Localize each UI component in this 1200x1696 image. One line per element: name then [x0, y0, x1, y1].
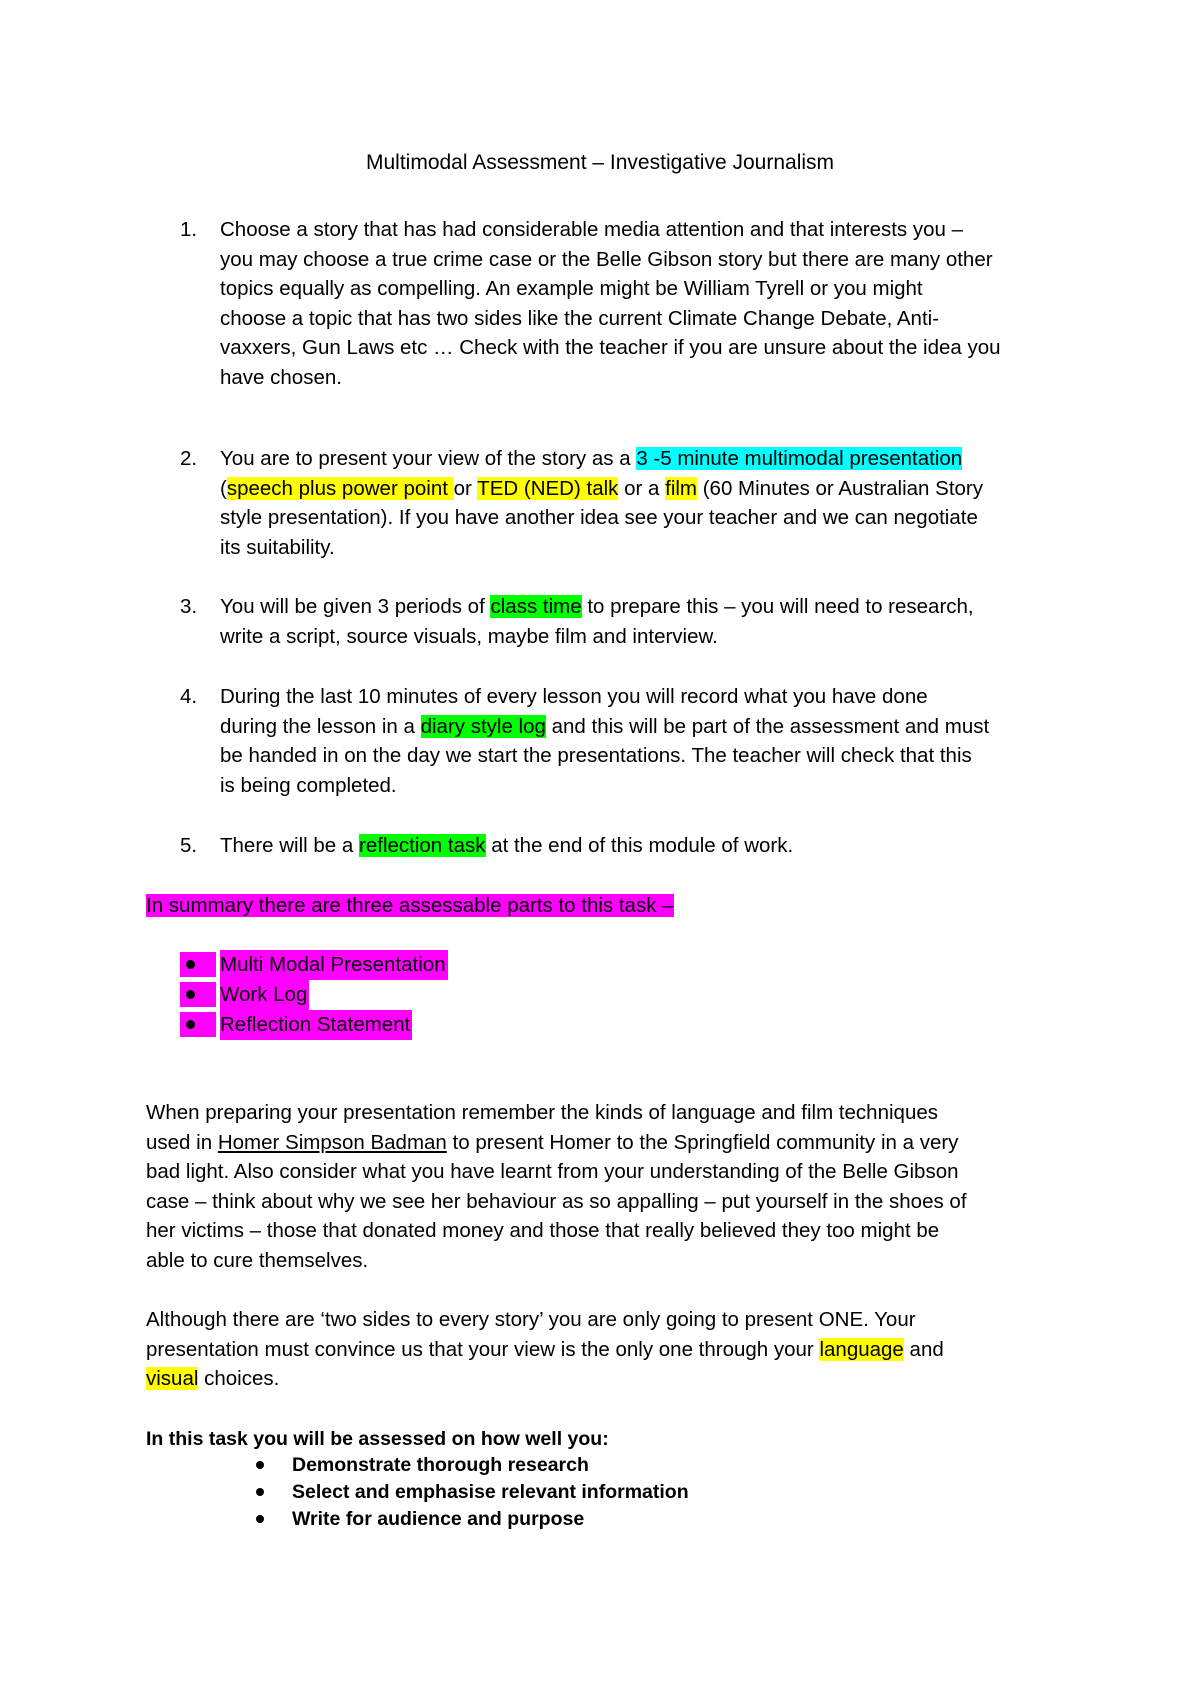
bullet-icon: [186, 960, 195, 969]
bullet-icon: [256, 1461, 264, 1469]
text-run: or a: [618, 476, 666, 500]
criteria-item: [252, 1452, 752, 1478]
bullet-label: Work Log: [220, 980, 309, 1010]
para-line: [146, 1364, 1066, 1394]
item-number: 4.: [180, 685, 198, 708]
text-run: used in: [146, 1130, 218, 1154]
text-run: and: [903, 1337, 944, 1361]
bullet-icon: [186, 990, 195, 999]
text-run: and this will be part of the assessment and must: [545, 714, 990, 738]
para-line: bad light. Also consider what you have learnt from your understanding of the Belle Gibson: [146, 1160, 959, 1184]
text-run: to prepare this – you will need to research,: [581, 595, 974, 618]
bullet-item: [180, 980, 480, 1009]
text-run: at the end of this module of work.: [485, 834, 794, 857]
item-number: 5.: [180, 834, 198, 857]
highlight-language: language: [819, 1337, 904, 1361]
highlight-duration: 3 -5 minute multimodal presentation: [636, 447, 963, 470]
para-line: [146, 1335, 1066, 1365]
text-run: You will be given 3 periods of: [220, 595, 491, 618]
bullet-label: Reflection Statement: [220, 1010, 412, 1040]
text-run: (60 Minutes or Australian Story: [697, 476, 984, 500]
highlight-visual: visual: [146, 1367, 199, 1391]
highlight-reflection: reflection task: [359, 834, 486, 857]
para-line: [146, 1128, 1066, 1158]
item-line: [220, 831, 1080, 861]
item-line: its suitability.: [220, 535, 335, 559]
assessment-intro: In this task you will be assessed on how well you:: [146, 1428, 609, 1450]
highlight-class-time: class time: [490, 595, 582, 618]
criteria-label: Select and emphasise relevant information: [292, 1481, 689, 1503]
text-run: presentation must convince us that your view is the only one through your: [146, 1337, 820, 1361]
para-line: case – think about why we see her behaviour as so appalling – put yourself in the shoes of: [146, 1189, 967, 1213]
item-line: topics equally as compelling. An example might be William Tyrell or you might: [220, 277, 923, 301]
item-line: write a script, source visuals, maybe film and interview.: [220, 624, 718, 648]
item-line: [220, 712, 1080, 742]
criteria-item: [252, 1506, 752, 1532]
bullet-label: Multi Modal Presentation: [220, 950, 448, 980]
text-run: during the lesson in a: [220, 714, 421, 738]
item-line: is being completed.: [220, 773, 397, 797]
item-line: be handed in on the day we start the presentations. The teacher will check that this: [220, 744, 972, 768]
para-line: able to cure themselves.: [146, 1248, 369, 1272]
summary-line: [146, 891, 1066, 921]
item-line: choose a topic that has two sides like the current Climate Change Debate, Anti-: [220, 306, 940, 330]
paragraph-techniques: [146, 1098, 1066, 1276]
item-line: [220, 444, 1080, 474]
bullet-item: [180, 950, 480, 979]
item-number: 3.: [180, 595, 198, 618]
page-title: Multimodal Assessment – Investigative Journalism: [365, 151, 835, 174]
highlight-speech: speech plus power point: [226, 476, 454, 500]
highlight-ted: TED (NED) talk: [477, 476, 619, 500]
item-number: 1.: [180, 218, 198, 241]
item-number: 2.: [180, 447, 198, 470]
highlight-film: film: [665, 476, 698, 500]
summary-text: In summary there are three assessable parts to this task –: [146, 894, 674, 917]
text-run: There will be a: [220, 834, 360, 857]
para-line: Although there are ‘two sides to every story’ you are only going to present ONE. Your: [146, 1308, 916, 1331]
underlined-title: Homer Simpson Badman: [217, 1130, 447, 1154]
text-run: (: [220, 476, 227, 500]
para-line: her victims – those that donated money and those that really believed they too might be: [146, 1219, 940, 1243]
text-run: to present Homer to the Springfield community in a very: [446, 1130, 959, 1154]
text-run: or: [453, 476, 478, 500]
criteria-label: Write for audience and purpose: [292, 1508, 585, 1530]
criteria-label: Demonstrate thorough research: [292, 1454, 589, 1476]
item-line: vaxxers, Gun Laws etc … Check with the teacher if you are unsure about the idea you: [220, 336, 1001, 360]
item-line: [220, 474, 1080, 504]
item-line: [220, 592, 1080, 622]
bullet-icon: [186, 1020, 195, 1029]
bullet-icon: [256, 1515, 264, 1523]
item-line: Choose a story that has had considerable media attention and that interests you –: [220, 218, 964, 241]
bullet-item: [180, 1010, 480, 1039]
paragraph-two-sides: [146, 1305, 1066, 1394]
item-line: During the last 10 minutes of every lesson you will record what you have done: [220, 685, 928, 708]
item-line: style presentation). If you have another idea see your teacher and we can negotiate: [220, 506, 978, 530]
bullet-icon: [256, 1488, 264, 1496]
item-line: you may choose a true crime case or the Belle Gibson story but there are many other: [220, 247, 993, 271]
para-line: When preparing your presentation remember the kinds of language and film techniques: [146, 1101, 938, 1124]
text-run: You are to present your view of the story as a: [220, 447, 637, 470]
text-run: choices.: [198, 1367, 280, 1391]
item-line: have chosen.: [220, 365, 342, 389]
criteria-item: [252, 1479, 752, 1505]
highlight-diary-log: diary style log: [420, 714, 546, 738]
